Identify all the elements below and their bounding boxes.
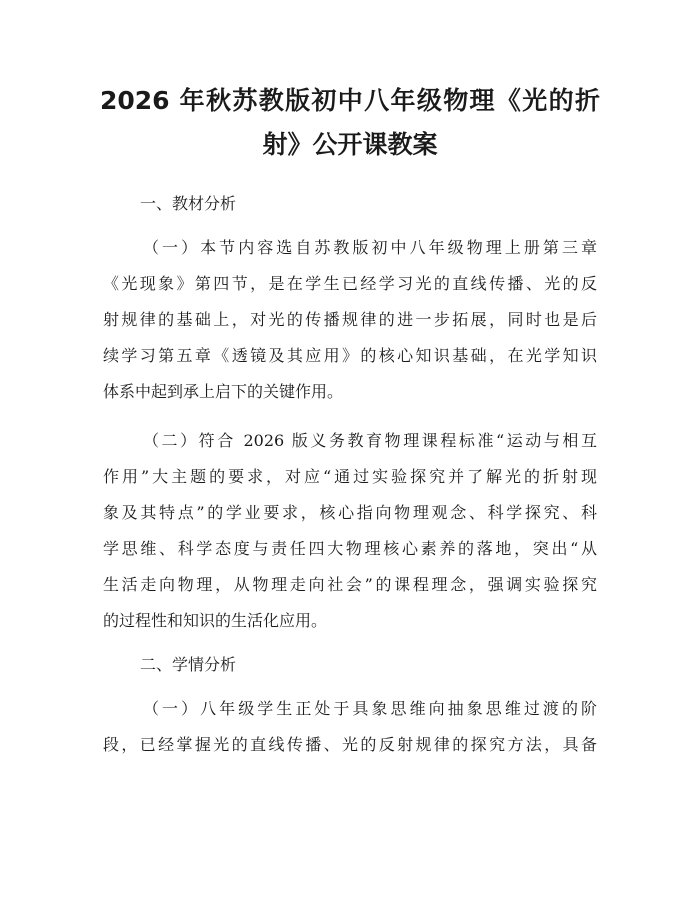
paragraph	[103, 423, 597, 639]
paragraph-line: （一）本节内容选自苏教版初中八年级物理上册第三章	[143, 238, 597, 257]
paragraph	[103, 230, 597, 410]
paragraph-line: 生活走向物理，从物理走向社会”的课程理念，强调实验探究	[103, 575, 597, 594]
paragraph-line: （一）八年级学生正处于具象思维向抽象思维过渡的阶	[143, 699, 597, 718]
paragraph-line: 《光现象》第四节，是在学生已经学习光的直线传播、光的反	[103, 274, 597, 293]
section-heading-learner-analysis: 二、学情分析	[140, 655, 237, 674]
paragraph-line: 象及其特点”的学业要求，核心指向物理观念、科学探究、科	[103, 503, 597, 522]
document-title-line-1: 2026 年秋苏教版初中八年级物理《光的折	[100, 86, 600, 115]
paragraph-line: 作用”大主题的要求，对应“通过实验探究并了解光的折射现	[103, 467, 597, 486]
paragraph-line: 学思维、科学态度与责任四大物理核心素养的落地，突出“从	[103, 539, 597, 558]
paragraph	[103, 691, 597, 763]
paragraph-line: 续学习第五章《透镜及其应用》的核心知识基础，在光学知识	[103, 346, 597, 365]
paragraph-line: 体系中起到承上启下的关键作用。	[103, 382, 344, 401]
paragraph-line: 的过程性和知识的生活化应用。	[103, 611, 328, 630]
paragraph-line: 射规律的基础上，对光的传播规律的进一步拓展，同时也是后	[103, 310, 597, 329]
section-heading-textbook-analysis: 一、教材分析	[140, 194, 237, 213]
paragraph-line: （二）符合 2026 版义务教育物理课程标准“运动与相互	[143, 431, 597, 450]
paragraph-line: 段，已经掌握光的直线传播、光的反射规律的探究方法，具备	[103, 735, 597, 754]
document-title-line-2: 射》公开课教案	[262, 130, 438, 159]
